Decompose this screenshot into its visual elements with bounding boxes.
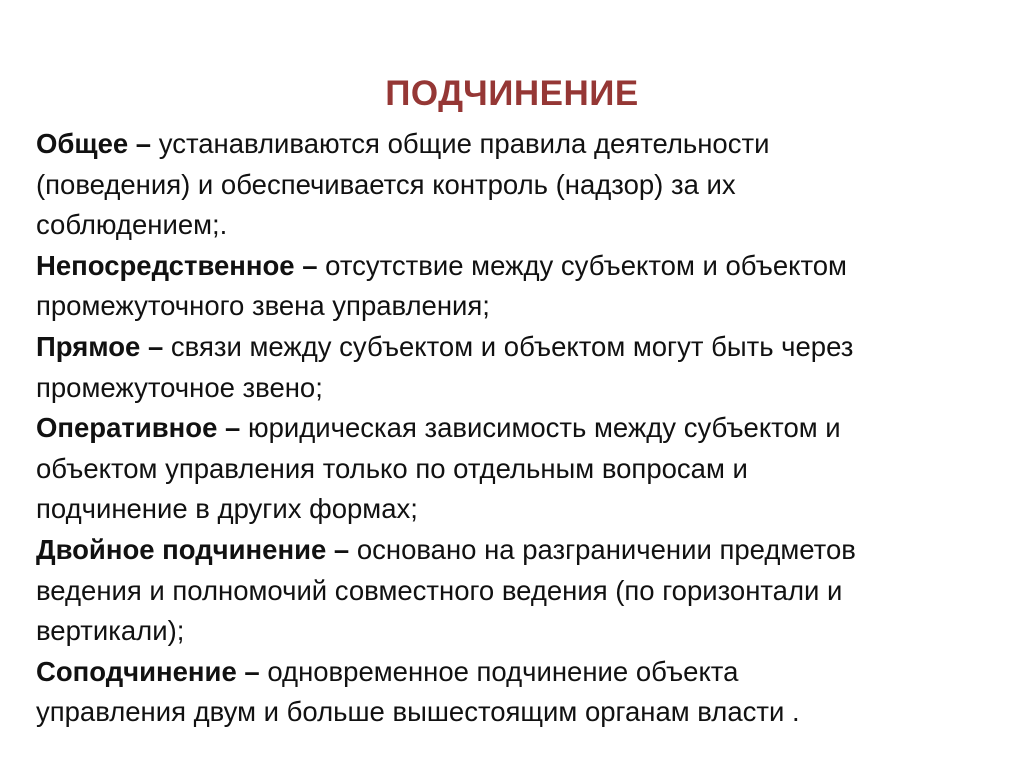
definition-item-co-subordination: [36, 652, 996, 733]
definition-text: промежуточное звено;: [36, 371, 323, 403]
definition-text: объектом управления только по отдельным вопросам и: [36, 452, 748, 484]
definition-text: подчинение в других формах;: [36, 493, 418, 525]
definition-item-direct: [36, 327, 996, 408]
definition-text: одновременное подчинение объекта: [267, 655, 739, 687]
definition-term: Прямое: [36, 330, 141, 362]
definition-item-dual-subordination: [36, 530, 996, 652]
term-dash: –: [128, 128, 159, 159]
term-dash: –: [236, 655, 268, 687]
definition-item-general: [36, 124, 996, 246]
definition-text: промежуточного звена управления;: [36, 290, 490, 322]
definition-term: Соподчинение: [36, 655, 237, 687]
definition-text: отсутствие между субъектом и объектом: [325, 249, 847, 281]
definition-item-operational: [36, 408, 996, 530]
definition-text: связи между субъектом и объектом могут быть через: [170, 330, 854, 362]
definition-term: Непосредственное: [36, 249, 295, 281]
definition-text: устанавливаются общие правила деятельности: [158, 128, 770, 159]
definition-list: [36, 124, 996, 733]
slide-title: ПОДЧИНЕНИЕ: [385, 74, 639, 113]
term-dash: –: [217, 412, 248, 444]
definition-text: юридическая зависимость между субъектом и: [247, 412, 841, 444]
definition-item-immediate: [36, 246, 996, 327]
term-dash: –: [140, 330, 171, 362]
definition-text: (поведения) и обеспечивается контроль (надзор) за их: [36, 168, 736, 200]
definition-text: основано на разграничении предметов: [356, 533, 856, 565]
term-dash: –: [326, 533, 357, 565]
definition-text: управления двум и больше вышестоящим органам власти .: [36, 696, 800, 728]
definition-text: ведения и полномочий совместного ведения (по горизонтали и: [36, 574, 843, 606]
term-dash: –: [294, 249, 326, 281]
definition-text: соблюдением;.: [36, 209, 228, 241]
definition-term: Двойное подчинение: [36, 533, 327, 565]
definition-term: Оперативное: [36, 412, 218, 444]
definition-term: Общее: [36, 128, 129, 159]
definition-text: вертикали);: [36, 615, 185, 647]
